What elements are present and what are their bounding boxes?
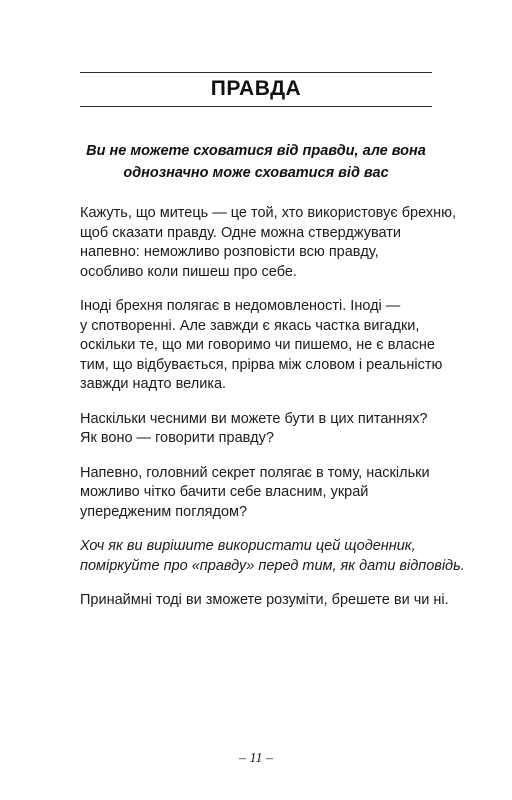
paragraph (80, 410, 432, 449)
text-line: особливо коли пишеш про себе. (80, 263, 297, 280)
paragraph (80, 464, 432, 523)
text-line: щоб сказати правду. Одне можна стверджувати (80, 224, 401, 241)
text-line: тим, що відбувається, прірва між словом і реальністю (80, 356, 443, 373)
text-line: Наскільки чесними ви можете бути в цих питаннях? (80, 410, 428, 427)
text-line: упередженим поглядом? (80, 503, 248, 520)
text-line: Іноді брехня полягає в недомовленості. Іноді — (80, 298, 401, 314)
text-line: поміркуйте про «правду» перед тим, як дати відповідь. (80, 557, 465, 574)
text-line: Як воно — говорити правду? (80, 430, 274, 446)
page-number: – 11 – (239, 751, 273, 766)
text-line: Напевно, головний секрет полягає в тому, наскільки (80, 464, 430, 481)
epigraph (80, 140, 432, 184)
text-line: можливо чітко бачити себе власним, украй (80, 484, 369, 500)
epigraph-line: Ви не можете сховатися від правди, але вона (86, 143, 426, 159)
paragraph (80, 204, 457, 282)
text-line: Хоч як ви вирішите використати цей щоденник, (80, 538, 416, 554)
text-line: оскільки те, що ми говоримо чи пишемо, не є власне (80, 337, 435, 353)
text-line: завжди надто велика. (80, 376, 227, 392)
italic-paragraph (80, 537, 465, 576)
text-line: Кажуть, що митець — це той, хто використовує брехню, (80, 205, 457, 221)
paragraph (80, 297, 443, 395)
body-text (80, 204, 465, 626)
text-line: напевно: неможливо розповісти всю правду, (80, 244, 379, 260)
title-top-rule (80, 72, 432, 73)
text-line: Принаймні тоді ви зможете розуміти, брешете ви чи ні. (80, 592, 449, 608)
text-line: у спотворенні. Але завжди є якась частка вигадки, (80, 317, 420, 334)
epigraph-line: однозначно може сховатися від вас (123, 165, 389, 181)
title-bottom-rule (80, 106, 432, 107)
paragraph (80, 591, 449, 611)
page-title: ПРАВДА (210, 77, 302, 100)
